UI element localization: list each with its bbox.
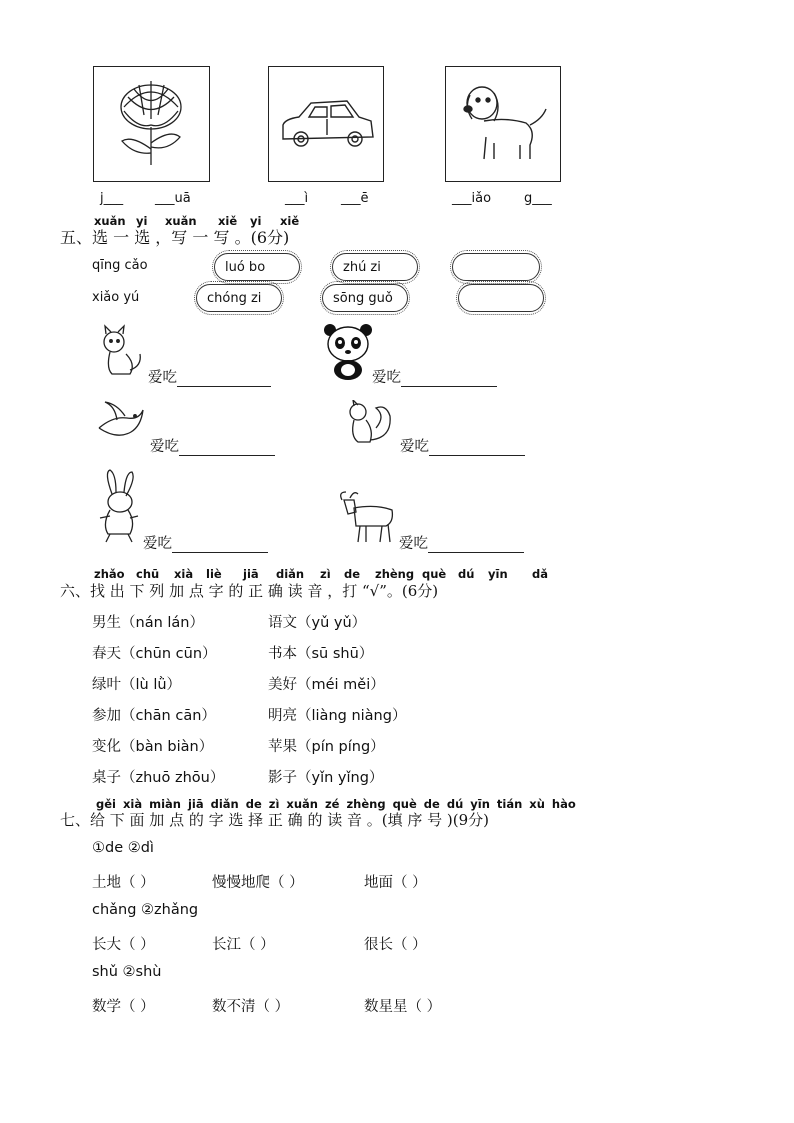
car-icon xyxy=(269,67,383,181)
row1-label: qīng cǎo xyxy=(92,258,148,273)
flower-blank-1[interactable]: j___ xyxy=(100,191,124,206)
section6-pinyin-5: jiā xyxy=(243,567,259,581)
puppy-icon xyxy=(446,67,560,181)
s7-group3-options: shǔ ②shù xyxy=(92,964,162,980)
section6-pinyin-11: dú xyxy=(458,567,475,581)
section6-pinyin-4: liè xyxy=(206,567,222,581)
s6-item-2[interactable]: 春天（chūn cūn） xyxy=(92,646,217,662)
cat-icon xyxy=(96,324,146,378)
s7-group2-options: chǎng ②zhǎng xyxy=(92,902,199,918)
s6-item-11[interactable]: 苹果（pín píng） xyxy=(268,739,385,755)
section6-pinyin-2: chū xyxy=(136,567,160,581)
section5-pinyin-6: xiě xyxy=(280,214,300,228)
goat-icon xyxy=(336,490,398,546)
squirrel-icon xyxy=(346,400,394,446)
dog-blank-2[interactable]: g___ xyxy=(524,191,552,206)
row2-label: xiǎo yú xyxy=(92,290,140,305)
flower-blank-2[interactable]: ___uā xyxy=(155,191,191,206)
flower-picture-box xyxy=(93,66,210,182)
s7-item-dimian[interactable]: 地面（ ） xyxy=(364,875,427,891)
section6-pinyin-7: zì xyxy=(320,567,331,581)
section6-pinyin-6: diǎn xyxy=(276,567,305,581)
s6-item-7[interactable]: 语文（yǔ yǔ） xyxy=(268,615,367,631)
bird-icon xyxy=(95,398,149,442)
s7-item-manmandipa[interactable]: 慢慢地爬（ ） xyxy=(212,875,304,891)
car-picture-box xyxy=(268,66,384,182)
cloud-songguo[interactable]: sōng guǒ xyxy=(322,284,408,312)
cloud-luobo[interactable]: luó bo xyxy=(214,253,300,281)
section7-pinyin: gěi xià miàn jiā diǎn de zì xuǎn zé zhèng què de dú yīn tián xù hào xyxy=(96,797,576,811)
s6-item-1[interactable]: 男生（nán lán） xyxy=(92,615,204,631)
section5-pinyin-1: xuǎn xyxy=(94,214,126,228)
panda-icon xyxy=(322,322,374,382)
section5-pinyin-4: xiě xyxy=(218,214,238,228)
section5-pinyin-3: xuǎn xyxy=(165,214,197,228)
s7-item-shubuqing[interactable]: 数不清（ ） xyxy=(212,999,290,1015)
cat-eat-line[interactable]: 爱吃 xyxy=(148,366,271,387)
panda-eat-line[interactable]: 爱吃 xyxy=(372,366,497,387)
cloud-chongzi[interactable]: chóng zi xyxy=(196,284,282,312)
section6-pinyin-1: zhǎo xyxy=(94,567,125,581)
s6-item-9[interactable]: 美好（méi měi） xyxy=(268,677,385,693)
section6-pinyin-12: yīn xyxy=(488,567,508,581)
bird-eat-line[interactable]: 爱吃 xyxy=(150,435,275,456)
car-blank-1[interactable]: ___ì xyxy=(285,191,309,206)
section6-pinyin-13: dǎ xyxy=(532,567,548,581)
car-blank-2[interactable]: ___ē xyxy=(341,191,369,206)
dog-picture-box xyxy=(445,66,561,182)
section7-title: 七、给 下 面 加 点 的 字 选 择 正 确 的 读 音 。(填 序 号 )(9分) xyxy=(60,811,490,829)
s6-item-3[interactable]: 绿叶（lù lǜ） xyxy=(92,677,182,693)
cloud-zhuzi[interactable]: zhú zi xyxy=(332,253,418,281)
section5-title: 五、选 一 选 ，写 一 写 。(6分) xyxy=(60,228,290,247)
section5-pinyin-5: yi xyxy=(250,214,262,228)
goat-eat-line[interactable]: 爱吃 xyxy=(399,532,524,553)
section6-title: 六、找 出 下 列 加 点 字 的 正 确 读 音 ，打 “√”。(6分) xyxy=(60,582,439,600)
s6-item-4[interactable]: 参加（chān cān） xyxy=(92,708,216,724)
s6-item-12[interactable]: 影子（yǐn yǐng） xyxy=(268,770,384,786)
section5-pinyin-2: yi xyxy=(136,214,148,228)
s7-group1-options: ①de ②dì xyxy=(92,840,154,856)
rabbit-icon xyxy=(96,468,142,546)
rabbit-eat-line[interactable]: 爱吃 xyxy=(143,532,268,553)
s7-item-shuxingxing[interactable]: 数星星（ ） xyxy=(364,999,442,1015)
s7-item-tudi[interactable]: 土地（ ） xyxy=(92,875,155,891)
cloud-empty-2[interactable] xyxy=(458,284,544,312)
section6-pinyin-9: zhèng xyxy=(375,567,415,581)
s6-item-5[interactable]: 变化（bàn biàn） xyxy=(92,739,214,755)
s7-item-changjiang[interactable]: 长江（ ） xyxy=(212,937,275,953)
cloud-empty-1[interactable] xyxy=(452,253,540,281)
s7-item-zhangda[interactable]: 长大（ ） xyxy=(92,937,155,953)
section6-pinyin-10: què xyxy=(422,567,447,581)
s6-item-10[interactable]: 明亮（liàng niàng） xyxy=(268,708,407,724)
dog-blank-1[interactable]: ___iǎo xyxy=(452,191,492,206)
s7-item-henchang[interactable]: 很长（ ） xyxy=(364,937,427,953)
section6-pinyin-3: xià xyxy=(174,567,194,581)
chrysanthemum-icon xyxy=(94,67,209,181)
squirrel-eat-line[interactable]: 爱吃 xyxy=(400,435,525,456)
s6-item-8[interactable]: 书本（sū shū） xyxy=(268,646,374,662)
section6-pinyin-8: de xyxy=(344,567,361,581)
s7-item-shuxue[interactable]: 数学（ ） xyxy=(92,999,155,1015)
s6-item-6[interactable]: 桌子（zhuō zhōu） xyxy=(92,770,225,786)
